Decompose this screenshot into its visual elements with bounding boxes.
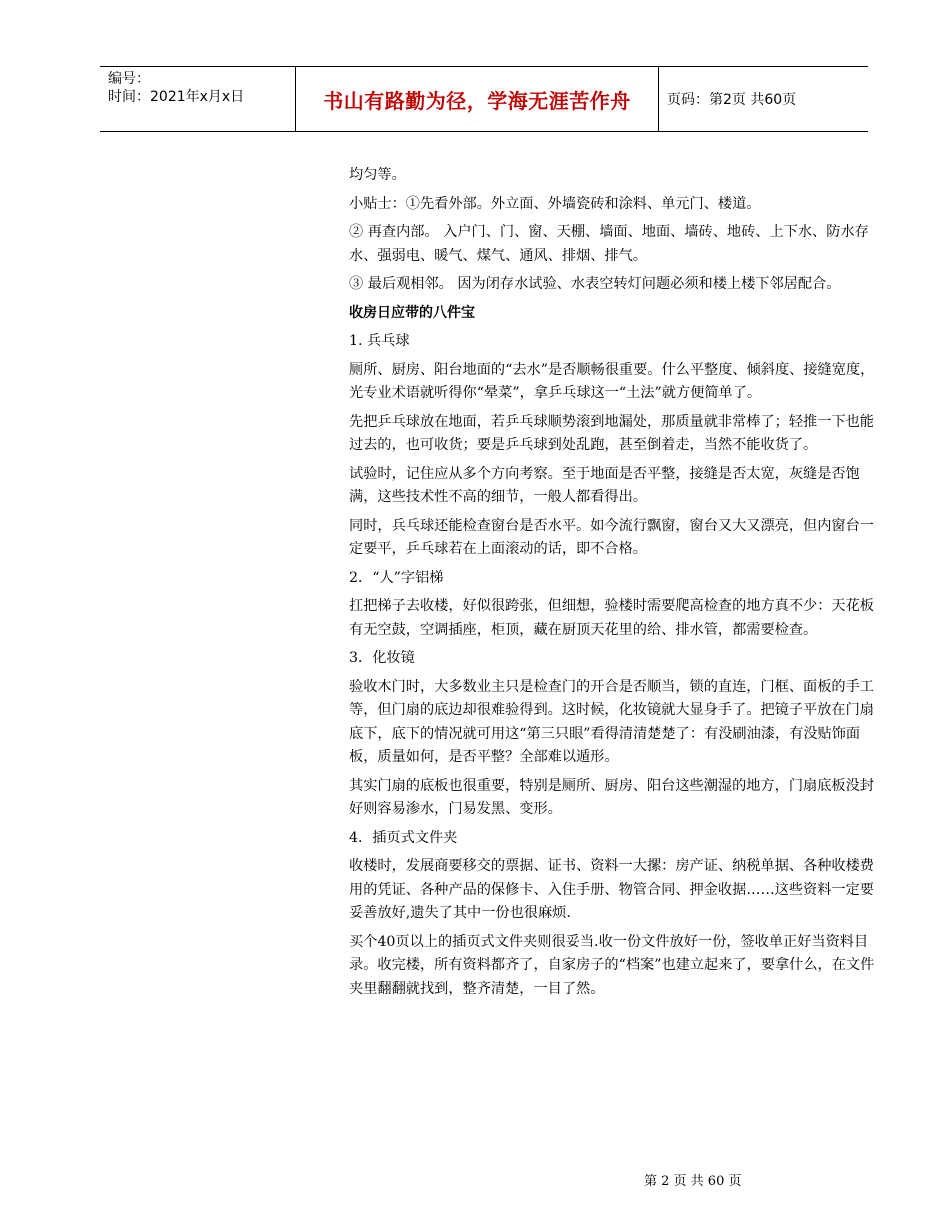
list-item: 1. 兵乓球 — [349, 333, 410, 349]
header-motto: 书山有路勤为径，学海无涯苦作舟 — [296, 67, 659, 131]
paragraph: 买个40页以上的插页式文件夹则很妥当.收一份文件放好一份，签收单正好当资料目录。收完楼，所有资料都齐了，自家房子的“档案”也建立起来了，要拿什么，在文件夹里翻翻就找到，整齐清楚，一目了然。 — [349, 933, 875, 997]
section-heading: 收房日应带的八件宝 — [349, 304, 475, 321]
paragraph: 同时，兵乓球还能检查窗台是否水平。如今流行飘窗，窗台又大又漂亮，但内窗台一定要平，乒乓球若在上面滚动的话，即不合格。 — [349, 517, 874, 557]
page-footer: 第 2 页 共 60 页 — [644, 1174, 742, 1189]
list-item: 4．插页式文件夹 — [349, 829, 458, 846]
paragraph: ③ 最后观相邻。 因为闭存水试验、水表空转灯问题必须和楼上楼下邻居配合。 — [349, 276, 841, 292]
paragraph: 厕所、厨房、阳台地面的“去水”是否顺畅很重要。什么平整度、倾斜度、接缝宽度，光专业术语就听得你“晕菜”，拿乒乓球这一“土法”就方便简单了。 — [349, 361, 875, 401]
time-label: 时间：2021年x月x日 — [108, 89, 245, 105]
paragraph: 均匀等。 — [349, 167, 406, 183]
header-meta — [100, 67, 296, 131]
document-body — [349, 164, 885, 1006]
number-label: 编号： — [108, 71, 150, 87]
paragraph: 其实门扇的底板也很重要，特别是厕所、厨房、阳台这些潮湿的地方，门扇底板没封好则容易渗水，门易发黑、变形。 — [349, 777, 874, 817]
page-header — [100, 66, 868, 132]
list-item: 3．化妆镜 — [349, 650, 415, 666]
paragraph: 验收木门时，大多数业主只是检查门的开合是否顺当，锁的直连，门框、面板的手工等，但门扇的底边却很难验得到。这时候，化妆镜就大显身手了。把镜子平放在门扇底下，底下的情况就可用这“第三只眼”看得清清楚楚了：有没刷油漆，有没贴饰面板，质量如何，是否平整？全部难以遁形。 — [349, 678, 874, 765]
header-page-info: 页码：第2页 共60页 — [667, 92, 797, 108]
paragraph: 收楼时，发展商要移交的票据、证书、资料一大摞：房产证、纳税单据、各种收楼费用的凭证、各种产品的保修卡、入住手册、物管合同、押金收据……这些资料一定要妥善放好,遗失了其中一份也很麻烦. — [349, 858, 874, 921]
paragraph: 试验时，记住应从多个方向考察。至于地面是否平整，接缝是否太宽，灰缝是否饱满，这些技术性不高的细节，一般人都看得出。 — [349, 465, 860, 505]
paragraph: ② 再查内部。 入户门、门、窗、天棚、墙面、地面、墙砖、地砖、上下水、防水存水、强弱电、暖气、煤气、通风、排烟、排气。 — [349, 224, 869, 264]
paragraph: 先把乒乓球放在地面，若乒乓球顺势滚到地漏处，那质量就非常棒了；轻推一下也能过去的，也可收货；要是乒乓球到处乱跑，甚至倒着走，当然不能收货了。 — [349, 413, 874, 453]
paragraph: 扛把梯子去收楼，好似很跨张，但细想，验楼时需要爬高检查的地方真不少：天花板有无空鼓，空调插座，柜顶，藏在厨顶天花里的给、排水管，都需要检查。 — [349, 598, 874, 638]
paragraph: 小贴士：①先看外部。外立面、外墙瓷砖和涂料、单元门、楼道。 — [349, 195, 761, 212]
list-item: 2．“人”字铝梯 — [349, 569, 444, 586]
